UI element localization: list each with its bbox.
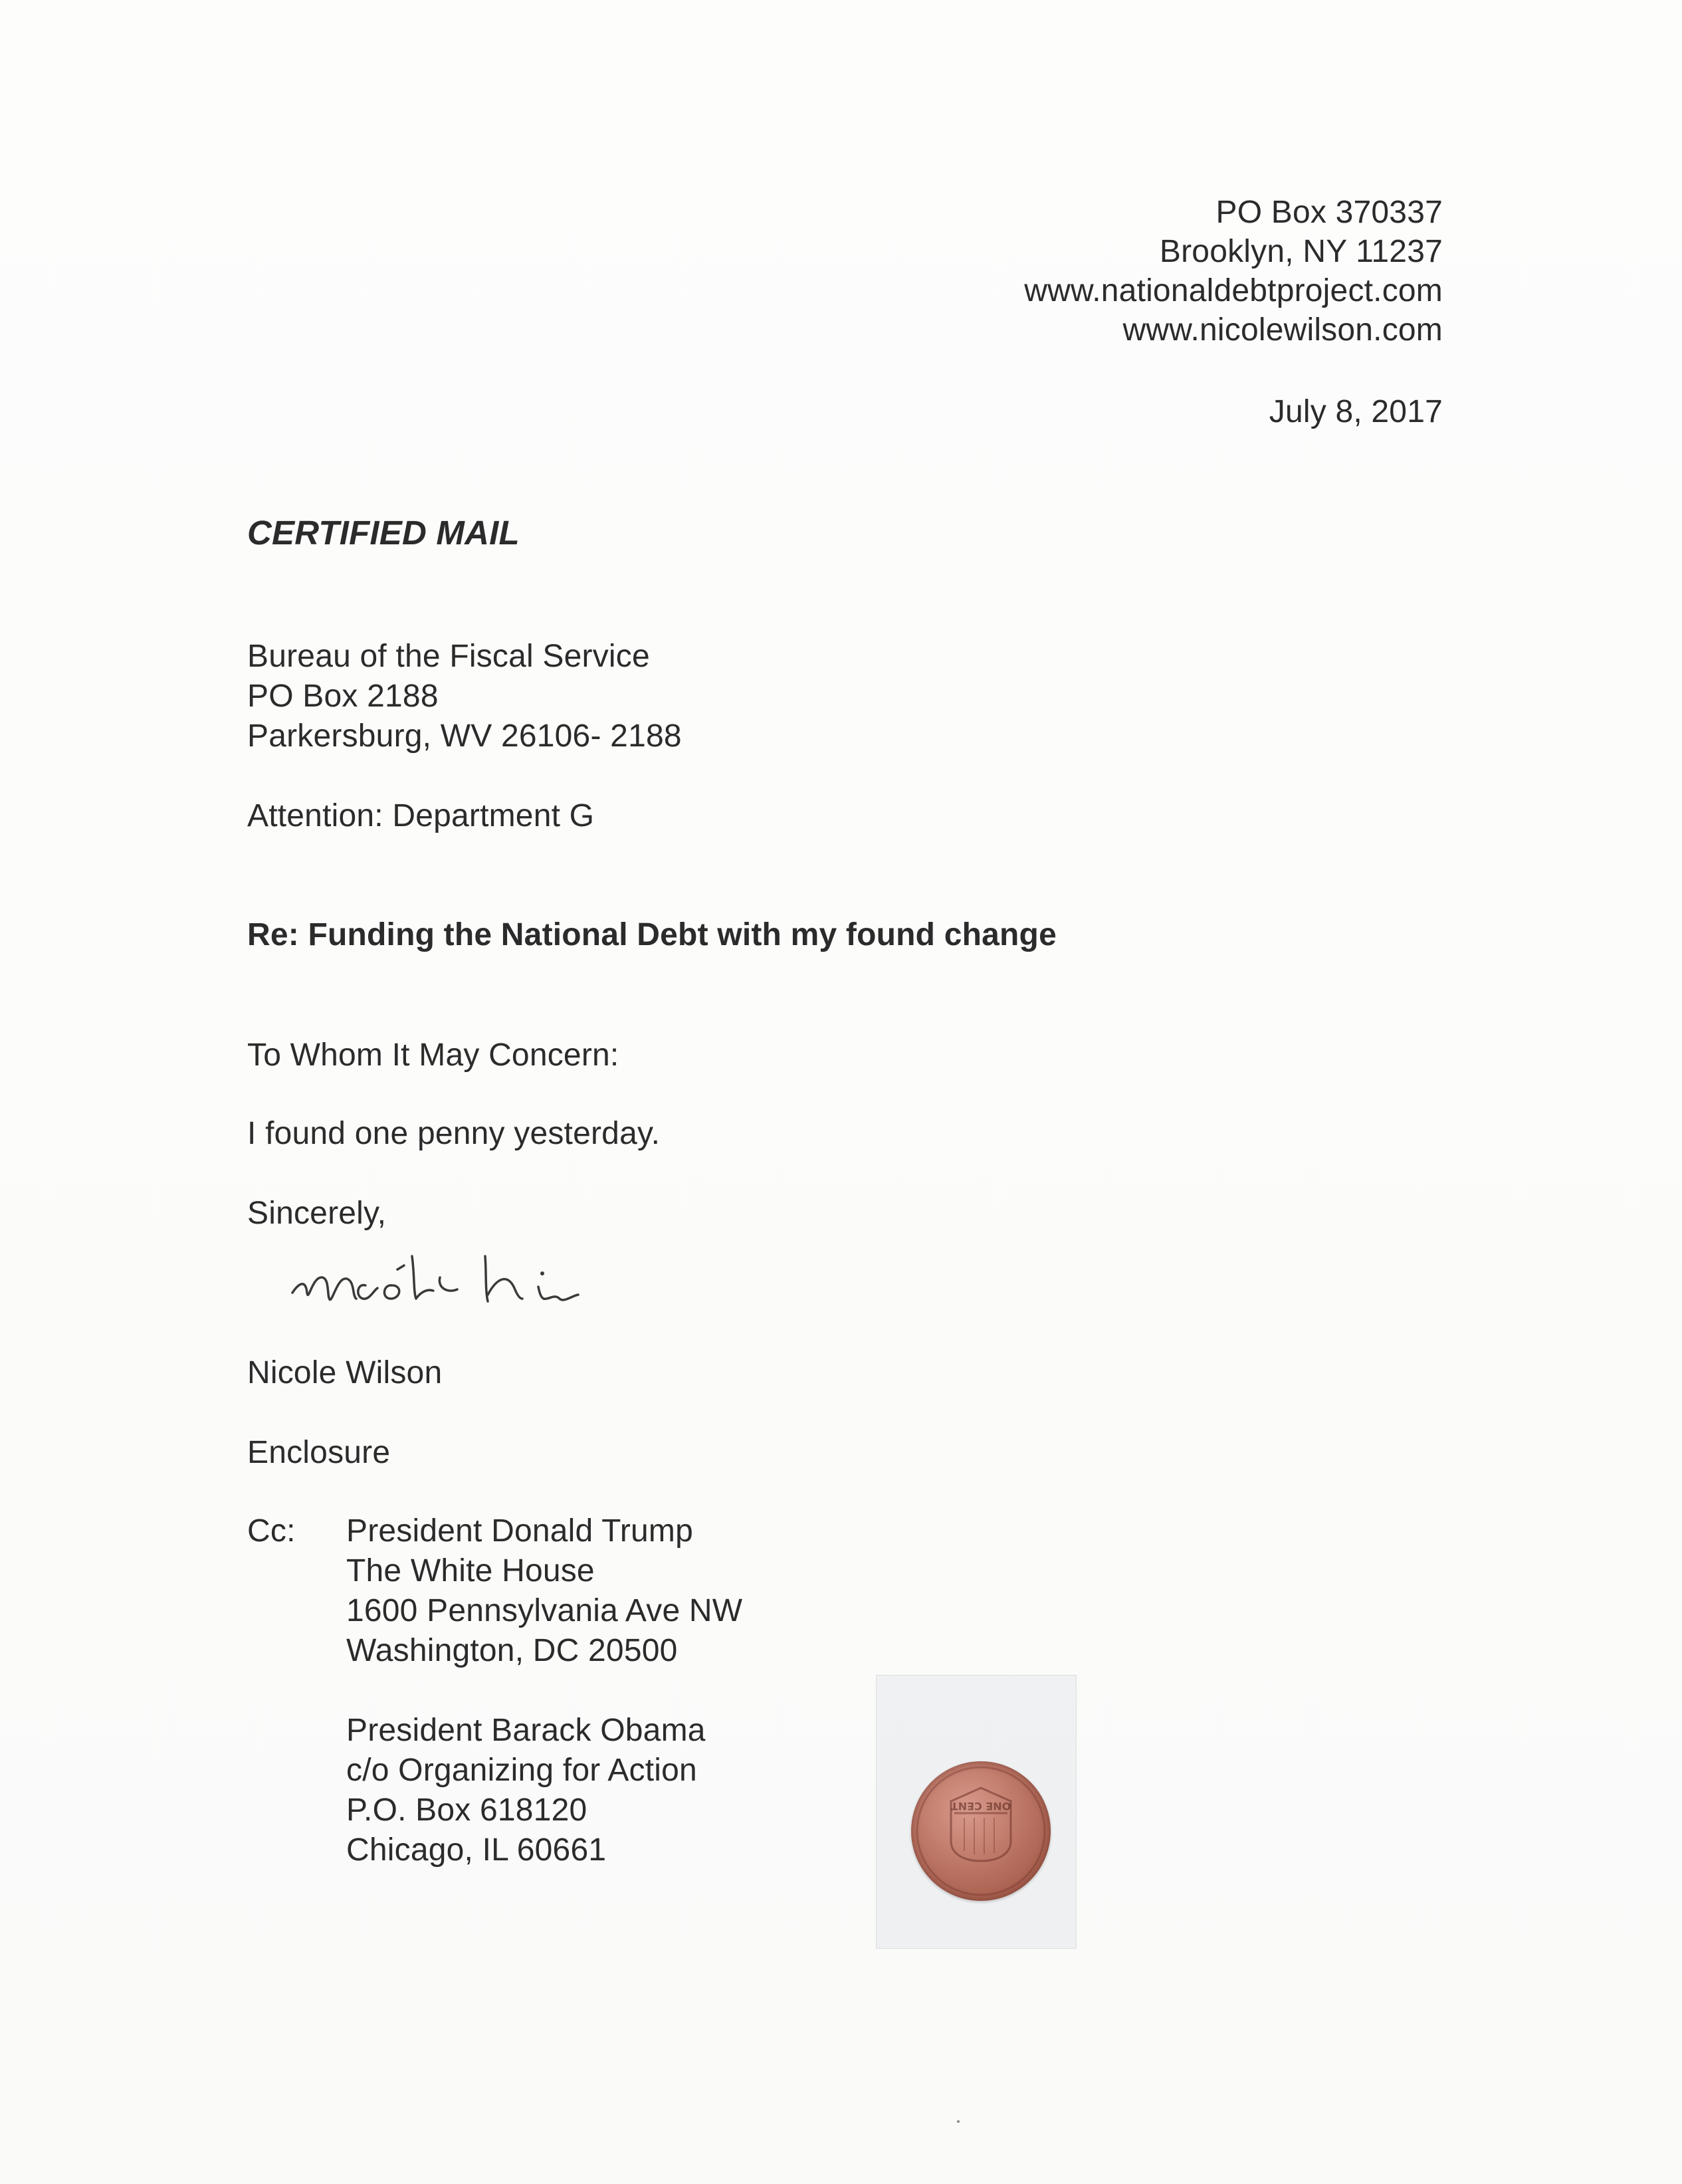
letter-body: I found one penny yesterday. — [247, 1116, 661, 1151]
paper-speck — [957, 2120, 960, 2123]
website-link: www.nicolewilson.com — [1122, 312, 1443, 348]
return-address-line: PO Box 370337 — [1215, 195, 1443, 230]
cc-line: Chicago, IL 60661 — [346, 1832, 607, 1868]
attention-line: Attention: Department G — [247, 798, 595, 833]
cc-line: c/o Organizing for Action — [346, 1753, 697, 1788]
coin-text: ONE CENT — [950, 1800, 1011, 1812]
handwritten-signature — [286, 1230, 698, 1329]
cc-label: Cc: — [247, 1513, 296, 1549]
cc-line: P.O. Box 618120 — [346, 1793, 587, 1828]
salutation: To Whom It May Concern: — [247, 1037, 619, 1073]
cc-recipient-2 — [346, 1711, 706, 1870]
website-link: www.nationaldebtproject.com — [1024, 273, 1443, 308]
recipient-line: Parkersburg, WV 26106- 2188 — [247, 718, 682, 754]
subject-line: Re: Funding the National Debt with my found change — [247, 917, 1057, 952]
recipient-address — [247, 637, 682, 756]
return-address-line: Brooklyn, NY 11237 — [1159, 234, 1443, 269]
cc-line: 1600 Pennsylvania Ave NW — [346, 1593, 743, 1628]
closing: Sincerely, — [247, 1196, 387, 1231]
sender-name: Nicole Wilson — [247, 1355, 443, 1390]
recipient-line: PO Box 2188 — [247, 679, 439, 714]
letter-date: July 8, 2017 — [1269, 394, 1443, 429]
penny-coin — [911, 1761, 1051, 1901]
return-address — [1024, 193, 1443, 350]
cc-line: President Donald Trump — [346, 1513, 693, 1549]
penny-shield-icon — [911, 1761, 1051, 1901]
certified-mail-heading: CERTIFIED MAIL — [247, 514, 520, 552]
cc-line: The White House — [346, 1553, 595, 1588]
cc-line: Washington, DC 20500 — [346, 1633, 678, 1668]
cc-recipient-1 — [346, 1511, 742, 1671]
cc-line: President Barack Obama — [346, 1713, 706, 1748]
enclosure-note: Enclosure — [247, 1435, 391, 1470]
recipient-line: Bureau of the Fiscal Service — [247, 639, 650, 674]
